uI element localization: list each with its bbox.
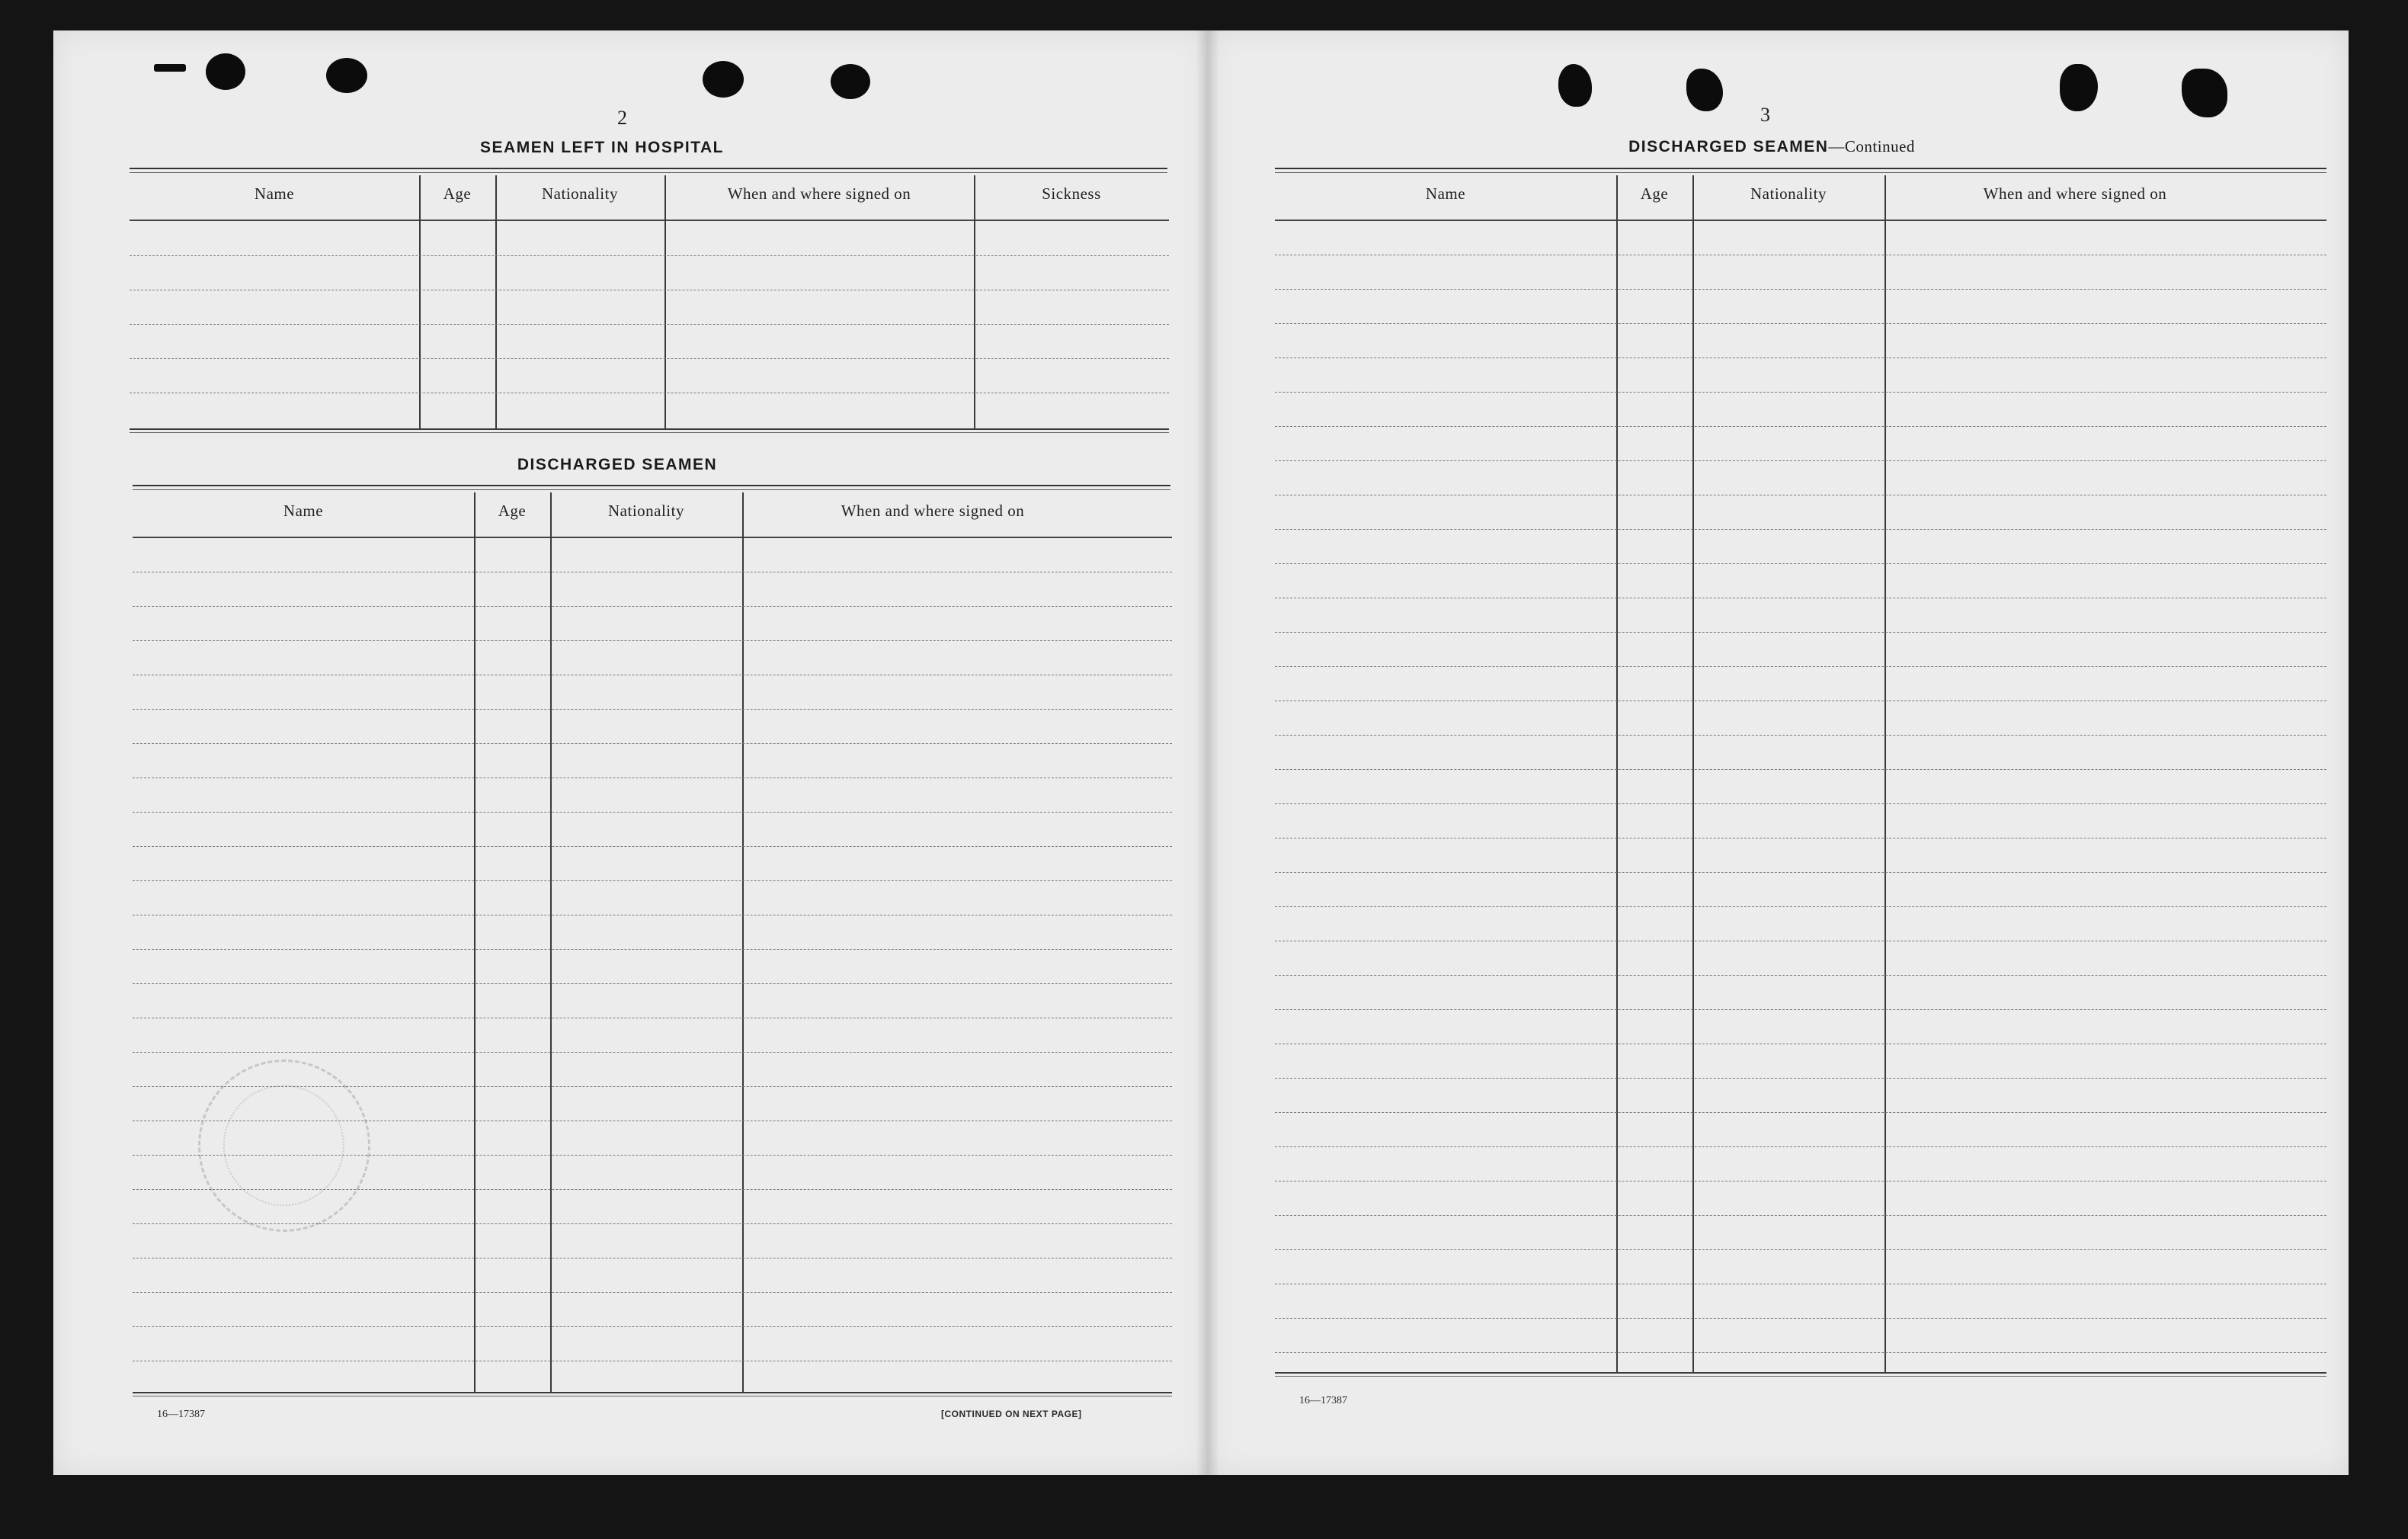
punch-hole bbox=[2060, 64, 2098, 111]
ruled-line bbox=[1275, 1146, 2326, 1147]
ruled-line bbox=[1275, 1078, 2326, 1079]
title-rule bbox=[1275, 168, 2326, 169]
ruled-line bbox=[133, 1052, 1172, 1053]
punch-hole bbox=[1558, 64, 1592, 107]
column-divider bbox=[742, 492, 744, 1392]
ruled-line bbox=[130, 358, 1169, 359]
column-divider bbox=[1616, 175, 1618, 1372]
ruled-line bbox=[1275, 1352, 2326, 1353]
ruled-line bbox=[1275, 1318, 2326, 1319]
column-header-age: Age bbox=[1640, 184, 1669, 203]
ruled-line bbox=[1275, 1215, 2326, 1216]
ruled-line bbox=[1275, 563, 2326, 564]
ruled-line bbox=[1275, 1181, 2326, 1182]
ruled-line bbox=[133, 1326, 1172, 1327]
table-bottom-rule bbox=[1275, 1372, 2326, 1374]
ruled-line bbox=[1275, 872, 2326, 873]
column-divider bbox=[495, 175, 497, 428]
ruled-line bbox=[1275, 357, 2326, 358]
column-header-nationality: Nationality bbox=[542, 184, 618, 203]
ruled-line bbox=[133, 606, 1172, 607]
page-number: 3 bbox=[1760, 104, 1770, 126]
ruled-line bbox=[1275, 666, 2326, 667]
column-header-age: Age bbox=[443, 184, 472, 203]
punch-hole bbox=[2182, 69, 2227, 117]
title-rule bbox=[130, 168, 1167, 169]
ruled-line bbox=[1275, 803, 2326, 804]
column-divider bbox=[664, 175, 666, 428]
ruled-line bbox=[1275, 1249, 2326, 1250]
column-header-age: Age bbox=[498, 502, 527, 520]
column-divider bbox=[1692, 175, 1694, 1372]
ruled-line bbox=[133, 846, 1172, 847]
column-header-signed-on: When and where signed on bbox=[727, 184, 911, 203]
ruled-line bbox=[1275, 975, 2326, 976]
ruled-line bbox=[1275, 1009, 2326, 1010]
ruled-line bbox=[1275, 392, 2326, 393]
ruled-line bbox=[133, 812, 1172, 813]
title-rule bbox=[133, 485, 1170, 486]
punch-hole bbox=[206, 53, 245, 90]
column-header-signed-on: When and where signed on bbox=[1983, 184, 2167, 203]
form-number: 16—17387 bbox=[1299, 1395, 1347, 1406]
ruled-line bbox=[133, 640, 1172, 641]
table-bottom-rule bbox=[130, 428, 1169, 430]
ruled-line bbox=[1275, 426, 2326, 427]
punch-hole bbox=[1686, 69, 1723, 111]
hospital-table bbox=[130, 175, 1169, 465]
ruled-line bbox=[130, 324, 1169, 325]
column-header-sickness: Sickness bbox=[1042, 184, 1101, 203]
ruled-line bbox=[1275, 1112, 2326, 1113]
ruled-line bbox=[1275, 906, 2326, 907]
continued-note: [CONTINUED ON NEXT PAGE] bbox=[941, 1409, 1082, 1419]
ruled-line bbox=[1275, 460, 2326, 461]
column-header-nationality: Nationality bbox=[608, 502, 684, 520]
page-gutter bbox=[1196, 30, 1219, 1475]
section-title-discharged-continued: DISCHARGED SEAMEN—Continued bbox=[1628, 137, 1915, 156]
discharged-table bbox=[133, 492, 1172, 1438]
column-header-nationality: Nationality bbox=[1750, 184, 1827, 203]
form-number: 16—17387 bbox=[157, 1409, 205, 1420]
punch-hole bbox=[326, 58, 367, 93]
punch-hole bbox=[831, 64, 870, 99]
ruled-line bbox=[133, 949, 1172, 950]
column-header-signed-on: When and where signed on bbox=[841, 502, 1025, 520]
column-header-name: Name bbox=[254, 184, 295, 203]
ruled-line bbox=[1275, 735, 2326, 736]
punch-hole bbox=[154, 64, 186, 72]
ruled-line bbox=[130, 255, 1169, 256]
table-bottom-rule bbox=[133, 1392, 1172, 1393]
ruled-line bbox=[133, 709, 1172, 710]
ruled-line bbox=[1275, 289, 2326, 290]
ruled-line bbox=[1275, 769, 2326, 770]
column-header-name: Name bbox=[283, 502, 324, 520]
column-divider bbox=[419, 175, 421, 428]
ruled-line bbox=[133, 1292, 1172, 1293]
ruled-line bbox=[133, 880, 1172, 881]
section-title-discharged: DISCHARGED SEAMEN bbox=[517, 456, 718, 473]
column-divider bbox=[1884, 175, 1886, 1372]
punch-hole bbox=[703, 61, 744, 98]
column-header-name: Name bbox=[1425, 184, 1466, 203]
ruled-line bbox=[133, 743, 1172, 744]
discharged-continued-table bbox=[1275, 175, 2326, 1425]
ruled-line bbox=[1275, 632, 2326, 633]
section-title-hospital: SEAMEN LEFT IN HOSPITAL bbox=[480, 139, 724, 156]
ruled-line bbox=[1275, 529, 2326, 530]
column-divider bbox=[474, 492, 476, 1392]
page-number: 2 bbox=[617, 107, 627, 129]
column-divider bbox=[550, 492, 552, 1392]
ruled-line bbox=[1275, 323, 2326, 324]
right-page bbox=[1208, 30, 2349, 1475]
column-divider bbox=[974, 175, 975, 428]
ruled-line bbox=[133, 983, 1172, 984]
left-page bbox=[53, 30, 1208, 1475]
